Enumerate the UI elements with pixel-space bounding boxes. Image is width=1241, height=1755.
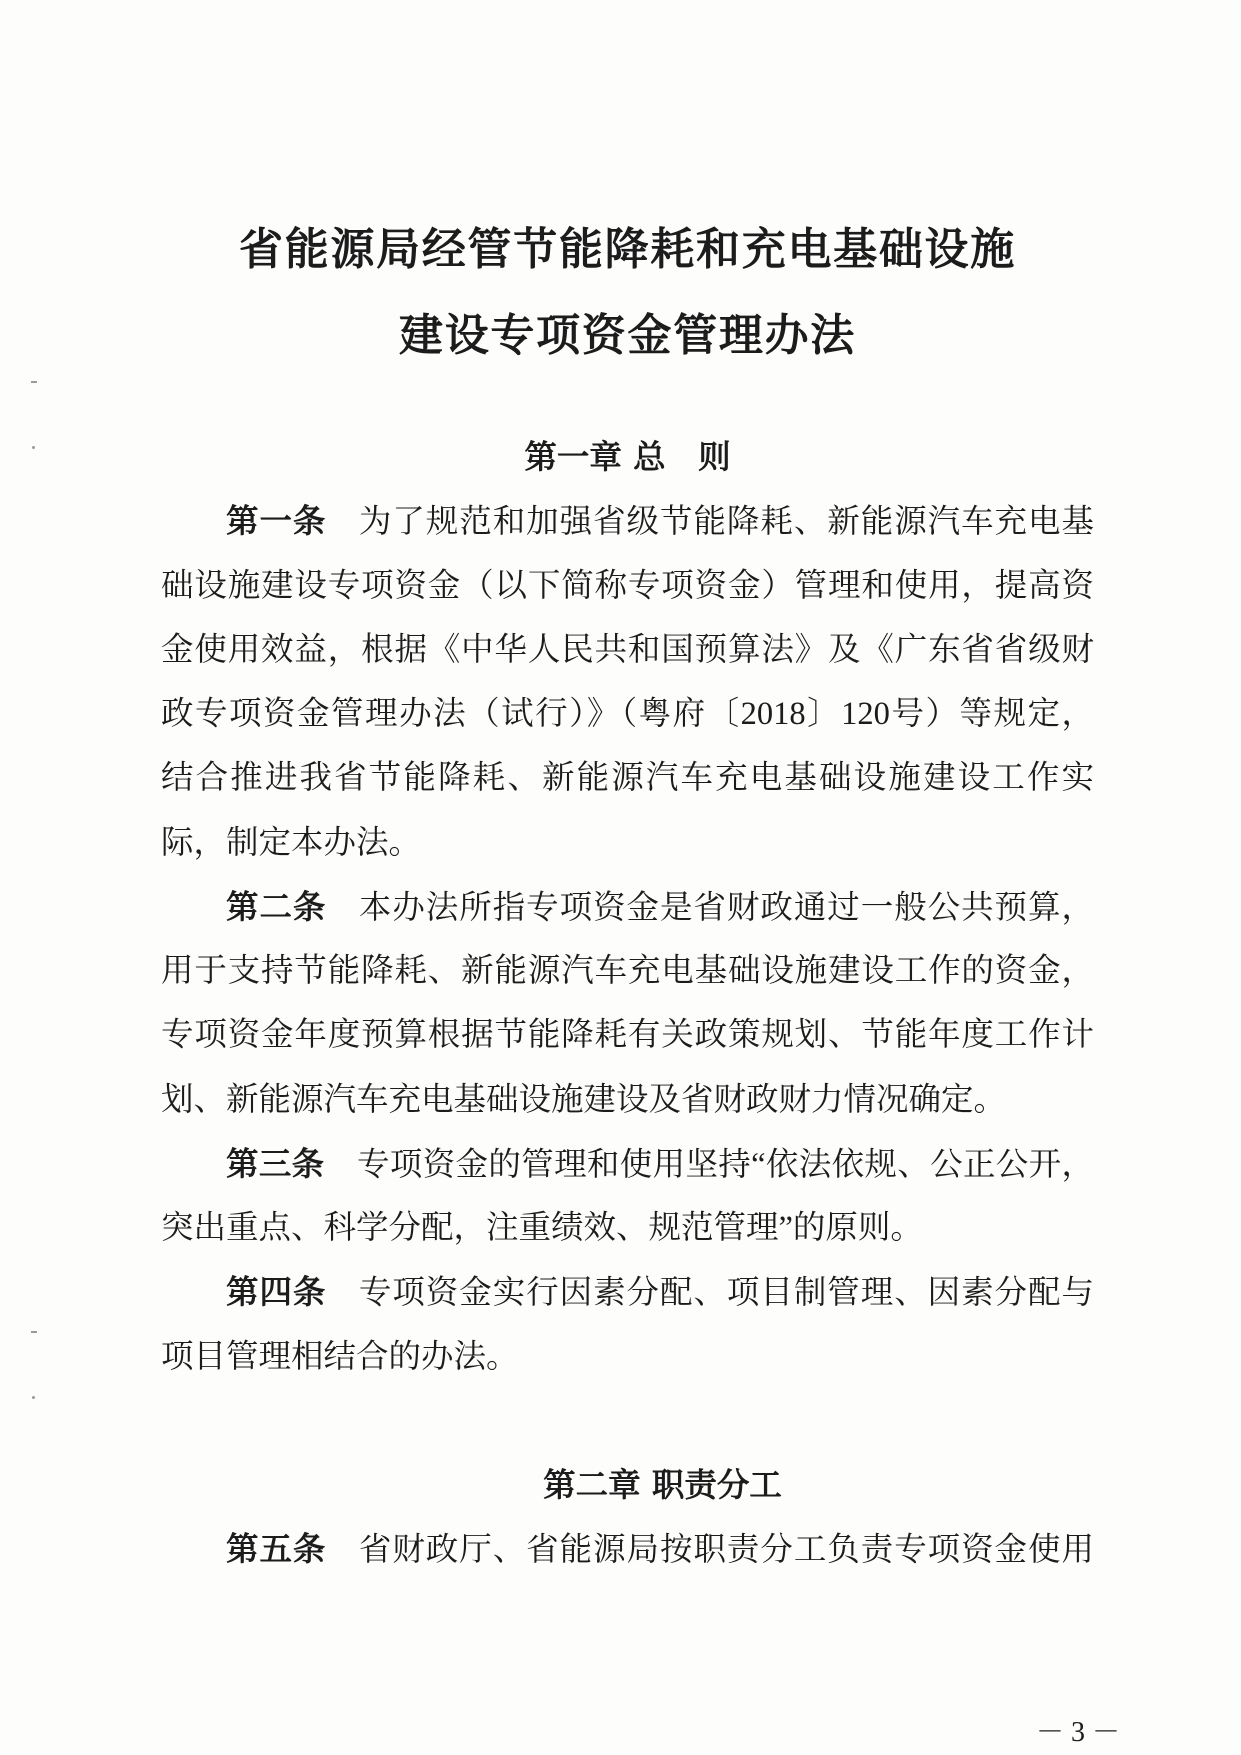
- article-text: 省财政厅、省能源局按职责分工负责专项资金使用: [358, 1532, 1094, 1569]
- article-line: 用于支持节能降耗、新能源汽车充电基础设施建设工作的资金，: [161, 953, 1094, 989]
- title-line-1: 省能源局经管节能降耗和充电基础设施: [239, 224, 1016, 275]
- scan-mark: [31, 1331, 37, 1333]
- scan-mark: [32, 1396, 35, 1399]
- article-line: 划、新能源汽车充电基础设施建设及省财政财力情况确定。: [161, 1081, 1007, 1118]
- article-label: 第一条: [226, 502, 327, 541]
- article-line: 突出重点、科学分配，注重绩效、规范管理”的原则。: [161, 1210, 923, 1246]
- article-label: 第四条: [226, 1273, 327, 1312]
- article-label: 第五条: [226, 1530, 327, 1569]
- chapter-1-heading: 第一章 总 则: [524, 438, 731, 476]
- article-line: 础设施建设专项资金（以下简称专项资金）管理和使用，提高资: [161, 567, 1094, 604]
- article-5: [161, 1517, 1094, 1581]
- article-3: [161, 1132, 1094, 1261]
- article-label: 第二条: [226, 887, 327, 926]
- article-line: [161, 875, 1094, 939]
- chapter-2-heading: 第二章 职责分工: [543, 1466, 782, 1504]
- article-text: 本办法所指专项资金是省财政通过一般公共预算，: [358, 889, 1094, 926]
- article-line: 专项资金年度预算根据节能降耗有关政策规划、节能年度工作计: [161, 1017, 1094, 1054]
- article-text: 专项资金的管理和使用坚持“依法依规、公正公开，: [357, 1146, 1094, 1183]
- document-title: [161, 207, 1094, 379]
- article-line: 际，制定本办法。: [161, 824, 422, 861]
- article-4: [161, 1260, 1094, 1389]
- scan-mark: [32, 446, 35, 449]
- article-line: [161, 1132, 1094, 1196]
- article-line: 项目管理相结合的办法。: [161, 1338, 519, 1375]
- title-line-2: 建设专项资金管理办法: [399, 310, 856, 361]
- article-line: 政专项资金管理办法（试行）》（粤府〔2018〕120号）等规定，: [161, 696, 1094, 732]
- scan-mark: [31, 381, 37, 383]
- article-line: [161, 489, 1094, 553]
- document-body: [161, 425, 1094, 1582]
- article-2: [161, 875, 1094, 1132]
- article-line: 结合推进我省节能降耗、新能源汽车充电基础设施建设工作实: [161, 760, 1094, 797]
- article-text: 专项资金实行因素分配、项目制管理、因素分配与: [358, 1275, 1094, 1312]
- article-line: [161, 1260, 1094, 1324]
- page-number: － 3 －: [1035, 1717, 1120, 1748]
- article-label: 第三条: [226, 1144, 325, 1183]
- article-line: 金使用效益，根据《中华人民共和国预算法》及《广东省省级财: [161, 631, 1094, 668]
- article-line: [161, 1517, 1094, 1581]
- article-1: [161, 489, 1094, 875]
- article-text: 为了规范和加强省级节能降耗、新能源汽车充电基: [358, 504, 1094, 541]
